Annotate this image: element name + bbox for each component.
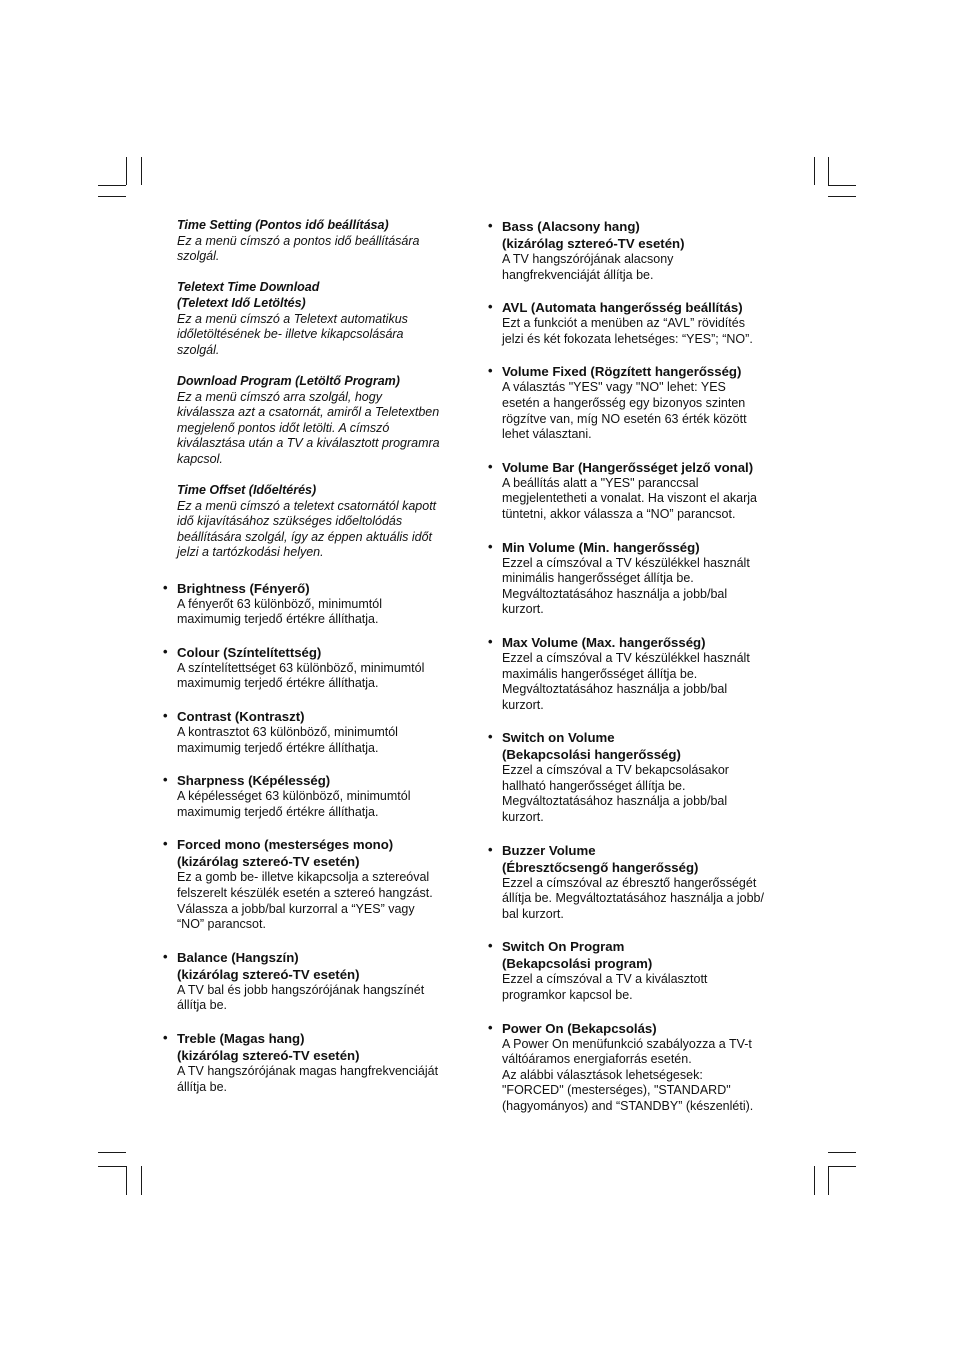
item-text: esetén a hangerősség egy bizonyos szinten <box>502 395 746 410</box>
bullet-icon: • <box>488 218 493 233</box>
item-text: bal kurzort. <box>502 906 564 921</box>
item-title: (kizárólag sztereó-TV esetén) <box>177 854 360 870</box>
item-title: Power On (Bekapcsolás) <box>502 1020 657 1036</box>
item-text: Ezzel a címszóval az ébresztő hangerősségét <box>502 875 757 890</box>
item-title: AVL (Automata hangerősség beállítás) <box>502 300 743 316</box>
crop-mark <box>814 1166 815 1195</box>
crop-mark <box>828 1166 829 1195</box>
menu-section <box>177 374 477 468</box>
item-title: Volume Fixed (Rögzített hangerősség) <box>502 364 742 380</box>
item-title: (Ébresztőcsengő hangerősség) <box>502 859 699 875</box>
item-text: (hagyományos) and “STANDBY” (készenléti). <box>502 1099 754 1113</box>
crop-mark <box>828 185 856 186</box>
crop-mark <box>126 1166 127 1195</box>
list-item <box>488 938 802 1003</box>
item-text: megjelentetheti a vonalat. Ha viszont el akarja <box>502 491 758 506</box>
list-item <box>488 363 802 442</box>
item-title: (Bekapcsolási hangerősség) <box>502 747 681 763</box>
list-item <box>488 299 802 347</box>
bullet-icon: • <box>163 772 168 788</box>
crop-mark <box>828 1166 856 1167</box>
bullet-icon: • <box>163 1029 168 1045</box>
item-text: "FORCED" (mesterséges), "STANDARD" <box>502 1083 731 1098</box>
item-text: hallható hangerősséget állítja be. <box>502 778 686 793</box>
crop-mark <box>98 1152 126 1153</box>
item-text: A Power On menüfunkció szabályozza a TV-t <box>502 1036 752 1051</box>
item-text: minimális hangerősséget állítja be. <box>502 571 694 586</box>
item-title: (kizárólag sztereó-TV esetén) <box>502 236 685 251</box>
item-text: kurzort. <box>502 810 544 825</box>
bullet-icon: • <box>488 841 493 857</box>
item-title: Switch on Volume <box>502 730 615 746</box>
item-text: kurzort. <box>502 697 544 712</box>
right-column <box>488 218 802 1131</box>
bullet-icon: • <box>163 708 168 724</box>
item-title: Sharpness (Képélesség) <box>177 773 331 789</box>
item-text: lehet választani. <box>502 427 592 442</box>
crop-mark <box>814 157 815 185</box>
list-item <box>488 633 802 713</box>
item-text: maximumig terjedő értékre állíthatja. <box>177 676 379 691</box>
item-title: (kizárólag sztereó-TV esetén) <box>177 966 360 982</box>
item-title: Contrast (Kontraszt) <box>177 709 305 725</box>
item-text: maximális hangerősséget állítja be. <box>502 666 698 681</box>
list-item <box>488 1019 802 1115</box>
item-text: A TV hangszórójának alacsony <box>502 252 674 266</box>
section-text: Ez a menü címszó arra szolgál, hogy <box>177 389 382 404</box>
left-column <box>163 218 477 1111</box>
bullet-icon: • <box>163 948 168 964</box>
item-text: maximumig terjedő értékre állíthatja. <box>177 804 379 819</box>
list-item <box>488 538 802 618</box>
item-text: A TV bal és jobb hangszórójának hangszínét <box>177 982 425 997</box>
item-text: A színtelítettséget 63 különböző, minimumtól <box>177 660 425 675</box>
item-text: A fényerőt 63 különböző, minimumtól <box>177 596 382 611</box>
section-text: időletöltésének be- illetve kikapcsolására <box>177 327 404 342</box>
list-item <box>488 218 802 283</box>
item-title: Switch On Program <box>502 939 625 955</box>
item-text: Megváltoztatásához használja a jobb/bal <box>502 794 728 809</box>
crop-mark <box>828 1152 856 1153</box>
section-text: szolgál. <box>177 342 220 357</box>
section-title: (Teletext Idő Letöltés) <box>177 295 306 310</box>
item-text: “NO” parancsot. <box>177 917 266 932</box>
item-title: Min Volume (Min. hangerősség) <box>502 539 700 555</box>
menu-section <box>177 218 477 265</box>
crop-mark <box>126 157 127 185</box>
item-text: A képélességet 63 különböző, minimumtól <box>177 789 411 804</box>
item-text: Ez a gomb be- illetve kikapcsolja a sztereóval <box>177 870 430 885</box>
item-text: hangfrekvenciáját állítja be. <box>502 267 654 282</box>
list-item <box>163 708 477 756</box>
item-text: A választás "YES" vagy "NO" lehet: YES <box>502 380 726 395</box>
crop-mark <box>828 196 856 197</box>
item-text: A TV hangszórójának magas hangfrekvenciáját <box>177 1063 439 1078</box>
list-item <box>163 1029 477 1095</box>
item-text: Ezzel a címszóval a TV bekapcsolásakor <box>502 763 729 778</box>
item-text: tüntetni, akkor válassza a “NO” parancsot. <box>502 506 736 521</box>
item-text: felszerelt készülék esetén a sztereó hangzást. <box>177 886 433 900</box>
item-title: Forced mono (mesterséges mono) <box>177 837 394 853</box>
crop-mark <box>98 1166 126 1167</box>
item-text: állítja be. <box>177 1079 228 1094</box>
bullet-icon: • <box>488 458 493 474</box>
item-title: Treble (Magas hang) <box>177 1030 305 1046</box>
section-title: Download Program (Letöltő Program) <box>177 373 400 388</box>
item-text: jelzi és két fokozata lehetséges: “YES”; “NO”. <box>502 331 753 346</box>
section-text: idő kijavításához szükséges időeltolódás <box>177 514 403 529</box>
section-text: kapcsol. <box>177 451 223 466</box>
bullet-icon: • <box>488 729 493 745</box>
list-item <box>488 841 802 923</box>
item-title: Volume Bar (Hangerősséget jelző vonal) <box>502 459 754 475</box>
section-text: Ez a menü címszó a teletext csatornától kapott <box>177 498 437 513</box>
list-item <box>163 772 477 820</box>
item-text: Válassza a jobb/bal kurzorral a “YES” vagy <box>177 901 415 916</box>
bullet-icon: • <box>163 836 168 852</box>
menu-section <box>177 280 477 358</box>
item-title: Max Volume (Max. hangerősség) <box>502 634 706 650</box>
section-text: szolgál. <box>177 249 220 264</box>
item-text: rögzítve van, míg NO esetén 63 érték között <box>502 411 747 426</box>
crop-mark <box>98 185 126 186</box>
menu-section <box>177 483 477 561</box>
item-text: kurzort. <box>502 602 544 617</box>
item-title: Bass (Alacsony hang) <box>502 219 640 234</box>
list-item <box>163 579 477 628</box>
bullet-icon: • <box>488 938 493 954</box>
item-text: A kontrasztot 63 különböző, minimumtól <box>177 725 398 740</box>
item-title: Colour (Színtelítettség) <box>177 644 322 660</box>
section-title: Teletext Time Download <box>177 280 320 295</box>
bullet-icon: • <box>163 643 168 659</box>
bullet-icon: • <box>488 538 493 554</box>
section-title: Time Setting (Pontos idő beállítása) <box>177 218 389 232</box>
bullet-icon: • <box>488 1019 493 1035</box>
list-item <box>163 643 477 692</box>
item-text: Ezzel a címszóval a TV a kiválasztott <box>502 972 708 987</box>
crop-mark <box>141 157 142 185</box>
bullet-icon: • <box>488 299 493 315</box>
crop-mark <box>141 1166 142 1195</box>
item-text: maximumig terjedő értékre állíthatja. <box>177 740 379 755</box>
bullet-icon: • <box>163 579 168 595</box>
item-text: Az alábbi választások lehetségesek: <box>502 1067 703 1082</box>
item-text: Megváltoztatásához használja a jobb/bal <box>502 586 728 601</box>
item-title: (Bekapcsolási program) <box>502 956 653 972</box>
item-text: Ezzel a címszóval a TV készülékkel használt <box>502 650 750 665</box>
list-item <box>163 836 477 932</box>
item-text: Ezzel a címszóval a TV készülékkel használt <box>502 555 750 570</box>
section-text: Ez a menü címszó a Teletext automatikus <box>177 311 408 326</box>
section-text: kiválasztása után a TV a kiválasztott programra <box>177 436 440 451</box>
section-text: megjelenő pontos időt letölti. A címszó <box>177 420 390 435</box>
item-text: maximumig terjedő értékre állíthatja. <box>177 612 379 627</box>
item-text: váltóáramos energiaforrás esetén. <box>502 1052 692 1067</box>
item-title: Buzzer Volume <box>502 842 596 858</box>
bullet-icon: • <box>488 633 493 649</box>
section-title: Time Offset (Időeltérés) <box>177 483 317 498</box>
item-text: állítja be. <box>177 998 228 1013</box>
item-text: Megváltoztatásához használja a jobb/bal <box>502 682 728 697</box>
item-text: programkor kapcsol be. <box>502 988 633 1003</box>
bullet-icon: • <box>488 363 493 379</box>
item-text: Ezt a funkciót a menüben az “AVL” rövidítés <box>502 316 745 331</box>
item-text: állítja be. Megváltoztatásához használja a jobb/ <box>502 891 764 906</box>
item-title: (kizárólag sztereó-TV esetén) <box>177 1047 360 1063</box>
section-text: kiválassza azt a csatornát, amiről a Teletextben <box>177 405 440 420</box>
item-text: A beállítás alatt a "YES" paranccsal <box>502 475 699 490</box>
crop-mark <box>828 157 829 185</box>
list-item <box>488 729 802 825</box>
section-text: beállítására szolgál, így az éppen aktuális időt <box>177 529 433 544</box>
list-item <box>163 948 477 1014</box>
section-text: Ez a menü címszó a pontos idő beállítására <box>177 233 420 248</box>
item-title: Balance (Hangszín) <box>177 949 299 965</box>
item-title: Brightness (Fényerő) <box>177 580 310 596</box>
list-item <box>488 458 802 523</box>
crop-mark <box>98 196 126 197</box>
section-text: jelzi a tartózkodási helyen. <box>177 545 324 560</box>
